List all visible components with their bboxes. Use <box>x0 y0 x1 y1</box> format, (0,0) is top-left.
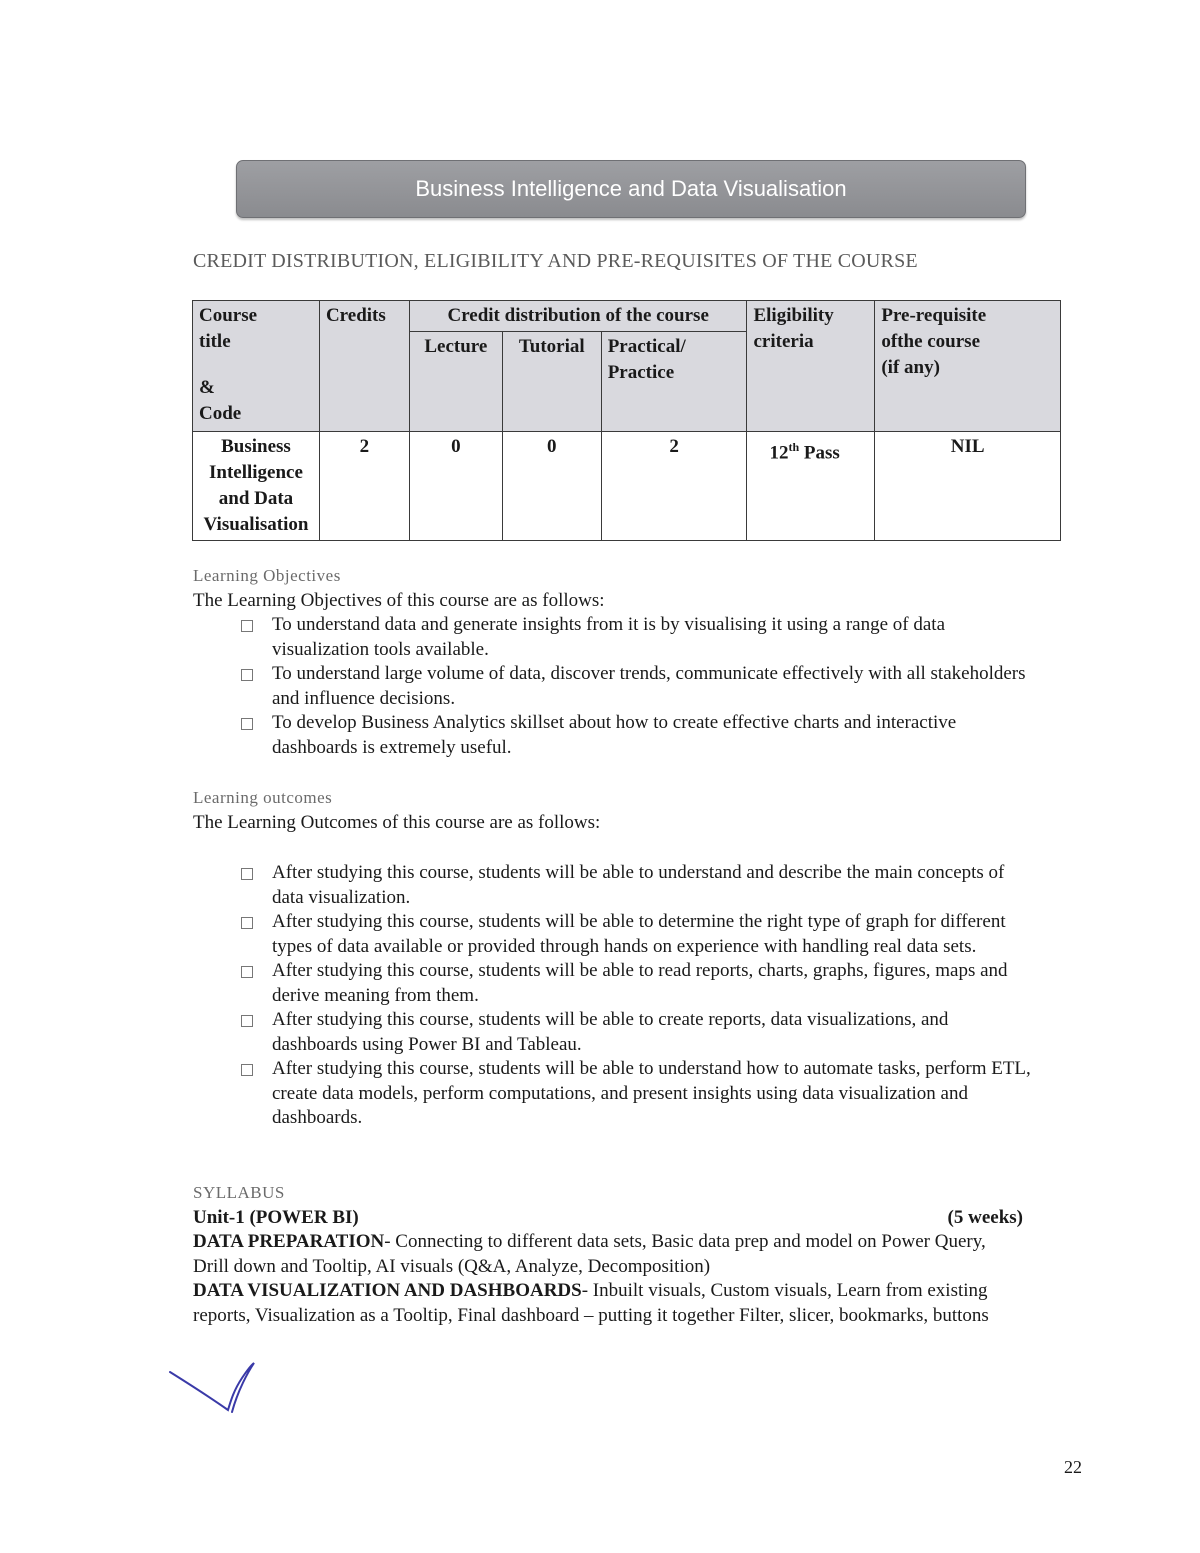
cell-eligibility: 12th Pass <box>747 432 875 541</box>
cell-practical: 2 <box>601 432 747 541</box>
syllabus-paragraph: DATA VISUALIZATION AND DASHBOARDS- Inbuilt visuals, Custom visuals, Learn from existing reports, Visualization as a Tooltip, Final dashboard – putting it together Filter, slicer, bookmarks, buttons <box>193 1280 989 1326</box>
cell-prerequisite: NIL <box>875 432 1061 541</box>
objectives-intro: The Learning Objectives of this course are as follows: <box>193 589 605 611</box>
banner-title: Business Intelligence and Data Visualisation <box>415 176 847 201</box>
cell-tutorial: 0 <box>502 432 601 541</box>
header-prerequisite: Pre-requisite ofthe course (if any) <box>875 301 1061 432</box>
header-eligibility: Eligibility criteria <box>747 301 875 432</box>
outcomes-label: Learning outcomes <box>193 788 333 807</box>
objectives-list <box>193 613 1033 760</box>
course-title-banner <box>236 160 1026 218</box>
header-credit-distribution: Credit distribution of the course <box>409 301 747 332</box>
section-heading: CREDIT DISTRIBUTION, ELIGIBILITY AND PRE-REQUISITES OF THE COURSE <box>193 250 918 272</box>
unit-heading <box>193 1206 1023 1231</box>
header-lecture: Lecture <box>409 332 502 432</box>
page-number: 22 <box>1064 1457 1082 1477</box>
cell-credits: 2 <box>319 432 409 541</box>
objectives-label: Learning Objectives <box>193 566 341 585</box>
outcomes-intro: The Learning Outcomes of this course are as follows: <box>193 811 601 833</box>
cell-course-title: Business Intelligence and Data Visualisation <box>193 432 320 541</box>
learning-objectives-section <box>193 564 1033 760</box>
syllabus-label: SYLLABUS <box>193 1183 285 1202</box>
credit-distribution-table <box>192 300 1061 541</box>
list-item: After studying this course, students will be able to read reports, charts, graphs, figures, maps and derive meaning from them. <box>239 959 1033 1008</box>
list-item: To develop Business Analytics skillset about how to create effective charts and interactive dashboards is extremely useful. <box>239 711 1033 760</box>
unit-duration: (5 weeks) <box>947 1206 1023 1228</box>
list-item: To understand data and generate insights from it is by visualising it using a range of data visualization tools available. <box>239 613 1033 662</box>
header-course-title: Course title & Code <box>193 301 320 432</box>
list-item: After studying this course, students will be able to create reports, data visualizations, and dashboards using Power BI and Tableau. <box>239 1008 1033 1057</box>
header-practical: Practical/ Practice <box>601 332 747 432</box>
list-item: After studying this course, students will be able to understand and describe the main concepts of data visualization. <box>239 861 1033 910</box>
cell-lecture: 0 <box>409 432 502 541</box>
syllabus-section <box>193 1181 1023 1328</box>
table-row <box>193 432 1061 541</box>
list-item: After studying this course, students will be able to understand how to automate tasks, perform ETL, create data models, perform computations, and present insights using data visualization and dashboards. <box>239 1057 1033 1131</box>
syllabus-paragraph: DATA PREPARATION- Connecting to different data sets, Basic data prep and model on Power Query, Drill down and Tooltip, AI visuals (Q&A, Analyze, Decomposition) <box>193 1231 986 1277</box>
table-header-row <box>193 301 1061 332</box>
unit-title: Unit-1 (POWER BI) <box>193 1206 359 1228</box>
checkmark-signature-icon <box>168 1360 263 1420</box>
header-credits: Credits <box>319 301 409 432</box>
outcomes-list <box>193 861 1033 1131</box>
header-tutorial: Tutorial <box>502 332 601 432</box>
list-item: After studying this course, students will be able to determine the right type of graph for different types of data available or provided through hands on experience with handling real data sets. <box>239 910 1033 959</box>
learning-outcomes-section <box>193 786 1033 1131</box>
list-item: To understand large volume of data, discover trends, communicate effectively with all stakeholders and influence decisions. <box>239 662 1033 711</box>
